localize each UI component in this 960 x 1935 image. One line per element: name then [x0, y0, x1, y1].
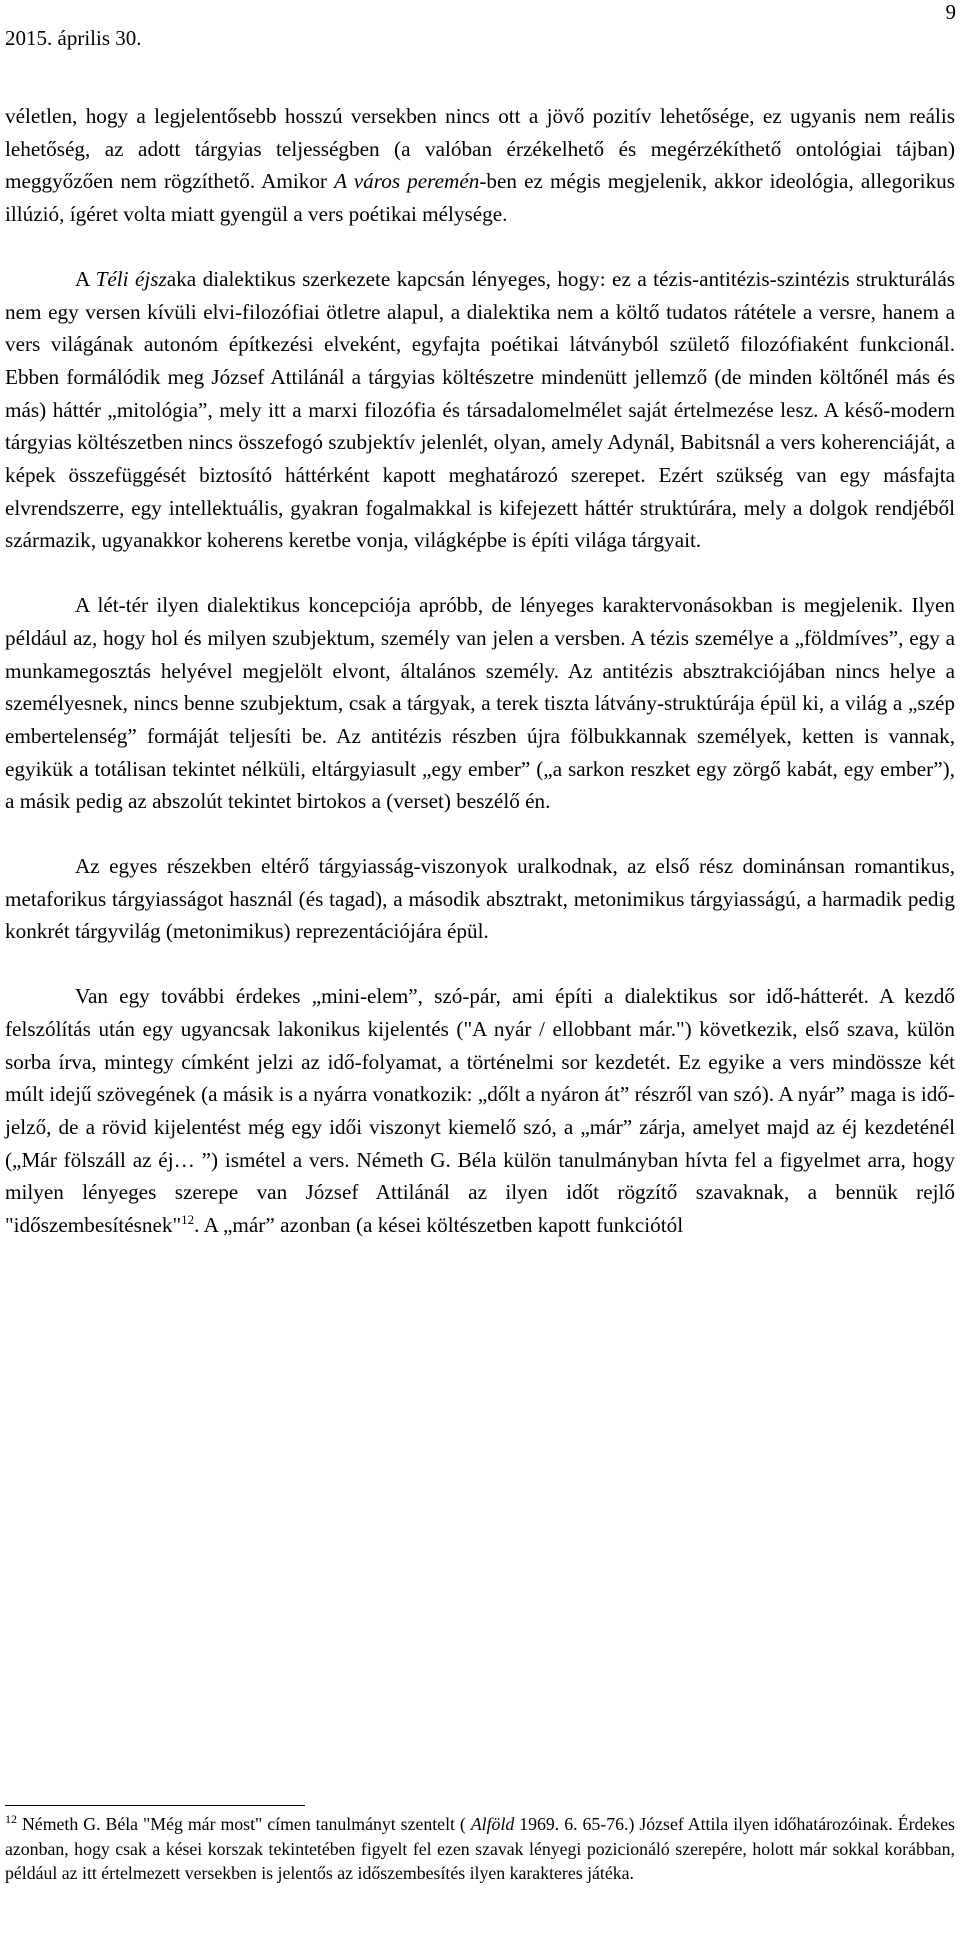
text-run: -ben ez mégis megjelenik, akkor ideológia, allegorikus illúzió, ígéret volta miatt gyengül a vers poétikai mélysége. — [5, 169, 956, 227]
footnote-number: 12 — [5, 1812, 17, 1827]
paragraph-5 — [5, 980, 955, 1242]
text-run: . A „már” azonban (a kései költészetben kapott funkciótól — [194, 1213, 684, 1238]
footnote-12 — [5, 1812, 955, 1886]
text-run: Az egyes részekben eltérő tárgyiasság-viszonyok uralkodnak, az első rész dominánsan romantikus, metaforikus tárgyiasságot használ (és tagad), a második absztrakt, metonimikus tárgyiasságú, a harmadik pedig konkrét tárgyvilág (metonimikus) reprezentációjára épül. — [5, 854, 955, 944]
text-run: A — [75, 266, 96, 291]
footnote-ref[interactable]: 12 — [181, 1212, 195, 1228]
footnote-text: Németh G. Béla "Még már most" címen tanulmányt szentelt ( — [17, 1814, 471, 1834]
journal-title: Alföld — [470, 1814, 515, 1834]
page-number: 9 — [945, 0, 956, 24]
poem-title: Téli éjsz — [95, 266, 167, 291]
paragraph-4 — [5, 850, 955, 948]
footnote-divider — [5, 1805, 305, 1806]
paragraph-3 — [5, 589, 955, 818]
body-text — [5, 100, 955, 1242]
footnote-text: 1969. 6. 65-76.) József Attila ilyen időhatározóinak. Érdekes azonban, hogy csak a kései korszak tekintetében figyelt fel ezen szavak lényegi pozicionáló szerepére, holott már sokkal korábban, például az itt értelmezett versekben is jelentős az időszembesítés ilyen karakteres játéka. — [5, 1814, 955, 1883]
header-date: 2015. április 30. — [5, 26, 142, 50]
poem-title: A város peremén — [334, 169, 480, 194]
text-run: Van egy további érdekes „mini-elem”, szó-pár, ami építi a dialektikus sor idő-hátterét. A kezdő felszólítás után egy ugyancsak lakonikus kijelentés ("A nyár / ellobbant már.") következik, első szava, külön sorba írva, mintegy címként jelzi az idő-folyamat, a történelmi sor kezdetét. Ez egyike a vers mindössze két múlt idejű szövegének (a másik is a nyárra vonatkozik: „dőlt a nyáron át” részről van szó). A nyár” maga is idő-jelző, de a rövid kijelentést még egy idői viszonyt kiemelő szó, a „már” zárja, amelyet majd az éj kezdeténél („Már fölszáll az éj… ”) ismétel a vers. Németh G. Béla külön tanulmányban hívta fel a figyelmet arra, hogy milyen lényeges szerepe van József Attilánál az ilyen időt rögzítő szavaknak, a bennük rejlő "időszembesítésnek" — [5, 984, 955, 1238]
text-run: véletlen, hogy a legjelentősebb hosszú versekben nincs ott a jövő pozitív lehetősége, ez ugyanis nem reális lehetőség, az adott tárgyias teljességben (a valóban érzékelhető és megérzékíthető ontológiai tájban) meggyőzően nem rögzíthető. Amikor — [5, 104, 955, 194]
text-run: aka dialektikus szerkezete kapcsán lényeges, hogy: ez a tézis-antitézis-szintézis strukturálás nem egy versen kívüli elvi-filozófiai ötletre alapul, a dialektika nem a költő tudatos rátétele a versre, hanem a vers világának autonóm építkezési elveként, egyfajta poétikai látványból születő filozófiaként funkcionál. Ebben formálódik meg József Attilánál a tárgyias költészetre mindenütt jellemző (de minden költőnél más és más) háttér „mitológia”, mely itt a marxi filozófia és társadalomelmélet saját értelmezése lesz. A késő-modern tárgyias költészetben nincs összefogó szubjektív jelenlét, olyan, amely Adynál, Babitsnál a vers koherenciáját, a képek összefüggését biztosító háttérként kapott meghatározó szerepet. Ezért szükség van egy másfajta elvrendszerre, egy intellektuális, gyakran fogalmakkal is kifejezett háttér struktúrára, mely a dolgok rendjéből származik, ugyanakkor koherens keretbe vonja, világképbe is építi világa tárgyait. — [5, 266, 955, 553]
paragraph-1 — [5, 100, 955, 231]
text-run: A lét-tér ilyen dialektikus koncepciója apróbb, de lényeges karaktervonásokban is megjelenik. Ilyen például az, hogy hol és milyen szubjektum, személy van jelen a versben. A tézis személye a „földmíves”, egy a munkamegosztás helyével megjelölt elvont, általános személy. Az antitézis absztrakciójában nincs helye a személyesnek, nincs benne szubjektum, csak a tárgyak, a terek tiszta látvány-struktúrája épül ki, a világ a „szép embertelenség” formáját teljesíti be. Az antitézis részben újra fölbukkannak személyek, ketten is vannak, egyikük a totálisan tekintet nélküli, eltárgyiasult „egy ember” („a sarkon reszket egy zörgő kabát, egy ember”), a másik pedig az abszolút tekintet birtokos a (verset) beszélő én. — [5, 593, 955, 814]
paragraph-2 — [5, 263, 955, 557]
